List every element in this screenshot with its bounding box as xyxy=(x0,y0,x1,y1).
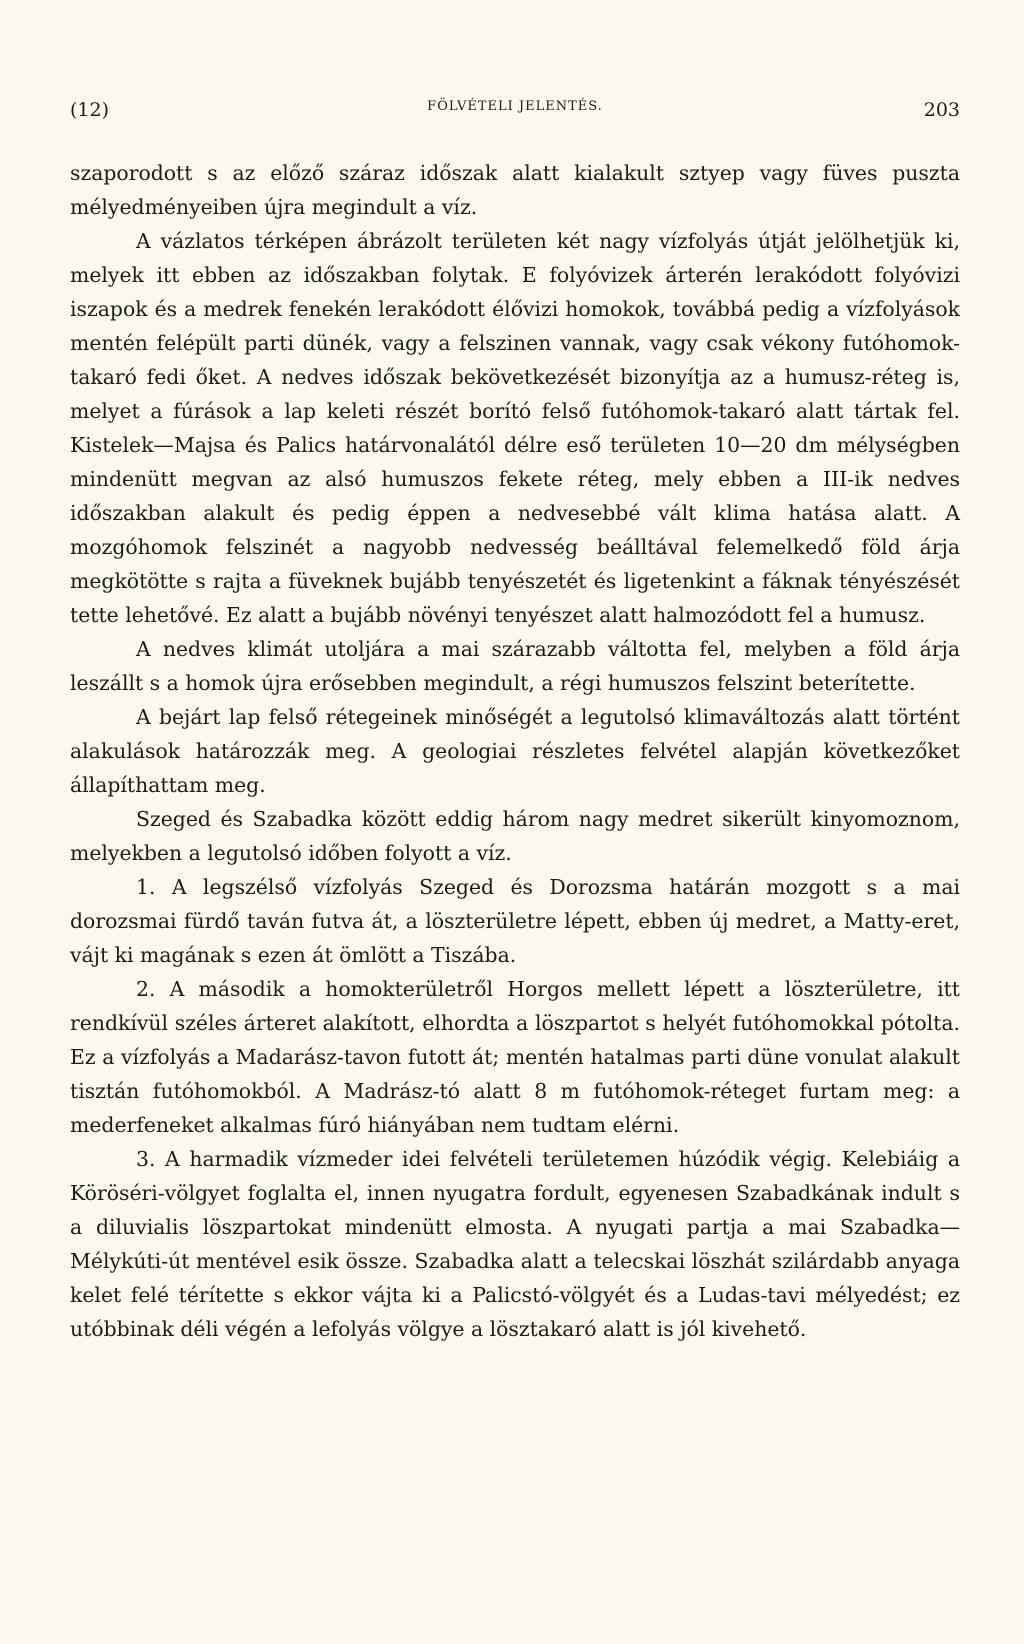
paragraph: Szeged és Szabadka között eddig három nagy medret sikerült kinyomoznom, melyekben a legutolsó időben folyott a víz. xyxy=(70,807,960,865)
page-number: 203 xyxy=(923,99,960,121)
numbered-paragraph-1: 1. A legszélső vízfolyás Szeged és Dorozsma határán mozgott s a mai dorozsmai fürdő taván futva át, a löszterületre lépett, ebben új medret, a Matty-eret, vájt ki magának s ezen át ömlött a Tiszába. xyxy=(70,875,960,967)
body-text xyxy=(70,156,960,1346)
page-header xyxy=(70,99,960,125)
paragraph: A vázlatos térképen ábrázolt területen két nagy vízfolyás útját jelölhetjük ki, melyek itt ebben az időszakban folytak. E folyóvizek árterén lerakódott folyóvizi iszapok és a medrek fenekén lerakódott élővizi homokok, továbbá pedig a vízfolyások mentén felépült parti dünék, vagy a felszinen vannak, vagy csak vékony futóhomok-takaró fedi őket. A nedves időszak bekövetkezését bizonyítja az a humusz-réteg is, melyet a fúrások a lap keleti részét borító felső futóhomok-takaró alatt tártak fel. Kistelek—Majsa és Palics határvonalától délre eső területen 10—20 dm mélységben mindenütt megvan az alsó humuszos fekete réteg, mely ebben a III-ik nedves időszakban alakult és pedig éppen a nedvesebbé vált klima hatása alatt. A mozgóhomok felszinét a nagyobb nedvesség beálltával felemelkedő föld árja megkötötte s rajta a füveknek bujább tenyészetét és ligetenkint a fáknak tényészését tette lehetővé. Ez alatt a bujább növényi tenyészet alatt halmozódott fel a humusz. xyxy=(70,229,960,627)
paragraph-continued: szaporodott s az előző száraz időszak alatt kialakult sztyep vagy füves puszta mélyedményeiben újra megindult a víz. xyxy=(70,161,960,219)
numbered-paragraph-2: 2. A második a homokterületről Horgos mellett lépett a löszterületre, itt rendkívül széles árteret alakított, elhordta a löszpartot s helyét futóhomokkal pótolta. Ez a vízfolyás a Madarász-tavon futott át; mentén hatalmas parti düne vonulat alakult tisztán futóhomokból. A Madrász-tó alatt 8 m futóhomok-réteget furtam meg: a mederfeneket alkalmas fúró hiányában nem tudtam elérni. xyxy=(70,977,960,1137)
paragraph: A bejárt lap felső rétegeinek minőségét a legutolsó klimaváltozás alatt történt alakulások határozzák meg. A geologiai részletes felvétel alapján következőket állapíthattam meg. xyxy=(70,705,960,797)
numbered-paragraph-3: 3. A harmadik vízmeder idei felvételi területemen húzódik végig. Kelebiáig a Köröséri-völgyet foglalta el, innen nyugatra fordult, egyenesen Szabadkának indult s a diluvialis löszpartokat mindenütt elmosta. A nyugati partja a mai Szabadka—Mélykúti-út mentével esik össze. Szabadka alatt a telecskai löszhát szilárdabb anyaga kelet felé térítette s ekkor vájta ki a Palicstó-völgyét és a Ludas-tavi mélyedést; ez utóbbinak déli végén a lefolyás völgye a lösztakaró alatt is jól kivehető. xyxy=(70,1147,960,1341)
header-left-number: (12) xyxy=(70,99,110,121)
running-title: FÖLVÉTELI JELENTÉS. xyxy=(427,99,603,114)
paragraph: A nedves klimát utoljára a mai szárazabb váltotta fel, melyben a föld árja leszállt s a homok újra erősebben megindult, a régi humuszos felszint beterítette. xyxy=(70,637,960,695)
